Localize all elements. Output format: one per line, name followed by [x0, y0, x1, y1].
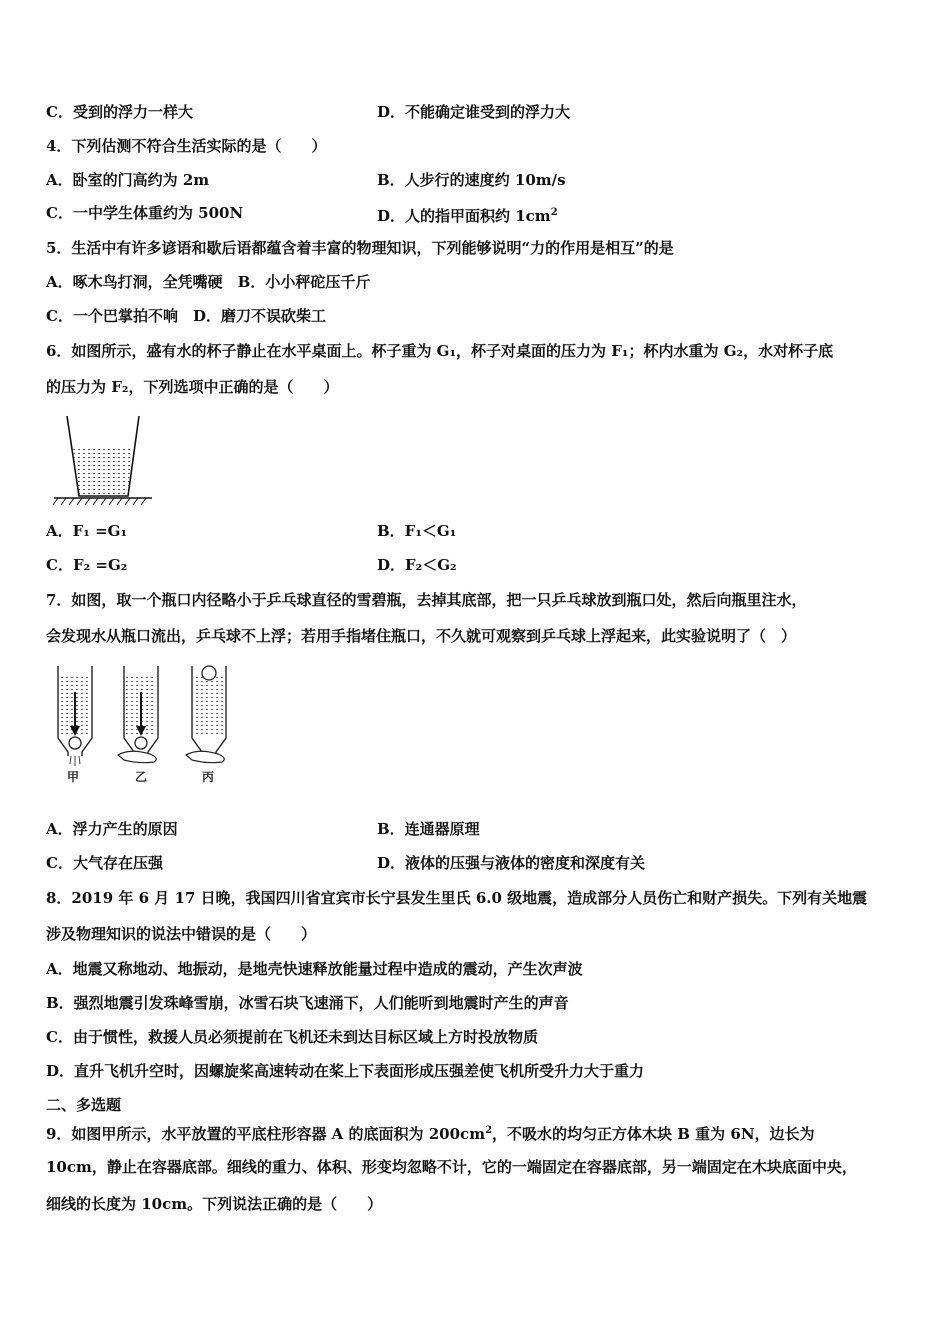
q7-stem-line1: 7．如图，取一个瓶口内径略小于乒乓球直径的雪碧瓶，去掉其底部，把一只乒乓球放到瓶口处，然后向瓶里注水， [46, 591, 807, 609]
q9-line1-b: ，不吸水的均匀正方体木块 B 重为 6N，边长为 [492, 1125, 815, 1143]
bottle-bing [186, 666, 226, 763]
q8-stem-line2: 涉及物理知识的说法中错误的是（ ） [46, 925, 317, 943]
q4-option-c: C．一中学生体重约为 500N [46, 204, 244, 222]
q6-stem-line2: 的压力为 F₂，下列选项中正确的是（ ） [46, 378, 339, 396]
q3-option-c: C．受到的浮力一样大 [46, 103, 193, 121]
label-jia: 甲 [67, 770, 80, 784]
q7-option-d: D．液体的压强与液体的密度和深度有关 [377, 854, 646, 872]
q9-line1-a: 9．如图甲所示，水平放置的平底柱形容器 A 的底面积为 200cm [46, 1125, 486, 1143]
bottle-experiment-figure [50, 660, 240, 785]
q8-option-a: A．地震又称地动、地振动，是地壳快速释放能量过程中造成的震动，产生次声波 [46, 960, 583, 978]
q3-option-d: D．不能确定谁受到的浮力大 [377, 103, 571, 121]
bottle-yi [118, 666, 158, 763]
q4-option-d-sup: 2 [550, 207, 558, 218]
q5-options-ab: A．啄木鸟打洞，全凭嘴硬 B．小小秤砣压千斤 [46, 273, 371, 291]
q8-option-c: C．由于惯性，救援人员必须提前在飞机还未到达目标区域上方时投放物质 [46, 1028, 538, 1046]
q9-stem-line3: 细线的长度为 10cm。下列说法正确的是（ ） [46, 1195, 383, 1213]
q6-option-d: D．F₂＜G₂ [377, 556, 457, 574]
label-bing: 丙 [202, 770, 215, 784]
q8-option-d: D．直升飞机升空时，因螺旋桨高速转动在桨上下表面形成压强差使飞机所受升力大于重力 [46, 1062, 645, 1080]
q8-option-b: B．强烈地震引发珠峰雪崩，冰雪石块飞速涌下，人们能听到地震时产生的声音 [46, 994, 569, 1012]
section-heading: 二、多选题 [46, 1096, 122, 1114]
q4-option-b: B．人步行的速度约 10m/s [377, 171, 566, 189]
q4-option-d [377, 203, 558, 226]
q6-option-a: A．F₁ =G₁ [46, 522, 128, 540]
q7-option-a: A．浮力产生的原因 [46, 820, 178, 838]
q6-stem-line1: 6．如图所示，盛有水的杯子静止在水平桌面上。杯子重为 G₁，杯子对桌面的压力为 F₁；杯内水重为 G₂，水对杯子底 [46, 342, 834, 360]
q7-option-c: C．大气存在压强 [46, 854, 163, 872]
q9-line1-sup: 2 [485, 1125, 493, 1136]
q5-stem: 5．生活中有许多谚语和歇后语都蕴含着丰富的物理知识，下列能够说明“力的作用是相互”的是 [46, 239, 674, 257]
q4-option-d-text: D．人的指甲面积约 1cm [377, 207, 551, 225]
q9-stem-line1 [46, 1121, 815, 1144]
q5-options-cd: C．一个巴掌拍不响 D．磨刀不误砍柴工 [46, 307, 326, 325]
bottle-jia [58, 666, 92, 766]
cup-on-table-figure [52, 412, 154, 508]
q8-stem-line1: 8．2019 年 6 月 17 日晚，我国四川省宜宾市长宁县发生里氏 6.0 级地震，造成部分人员伤亡和财产损失。下列有关地震 [46, 889, 868, 907]
q7-stem-line2: 会发现水从瓶口流出，乒乓球不上浮；若用手指堵住瓶口，不久就可观察到乒乓球上浮起来，此实验说明了（ ） [46, 627, 797, 645]
q9-stem-line2: 10cm，静止在容器底部。细线的重力、体积、形变均忽略不计，它的一端固定在容器底部，另一端固定在木块底面中央， [46, 1158, 857, 1176]
q4-option-a: A．卧室的门高约为 2m [46, 171, 210, 189]
q7-option-b: B．连通器原理 [377, 820, 480, 838]
q4-stem: 4．下列估测不符合生活实际的是（ ） [46, 137, 327, 155]
label-yi: 乙 [135, 770, 148, 784]
q6-option-c: C．F₂ =G₂ [46, 556, 128, 574]
q6-option-b: B．F₁＜G₁ [377, 522, 457, 540]
